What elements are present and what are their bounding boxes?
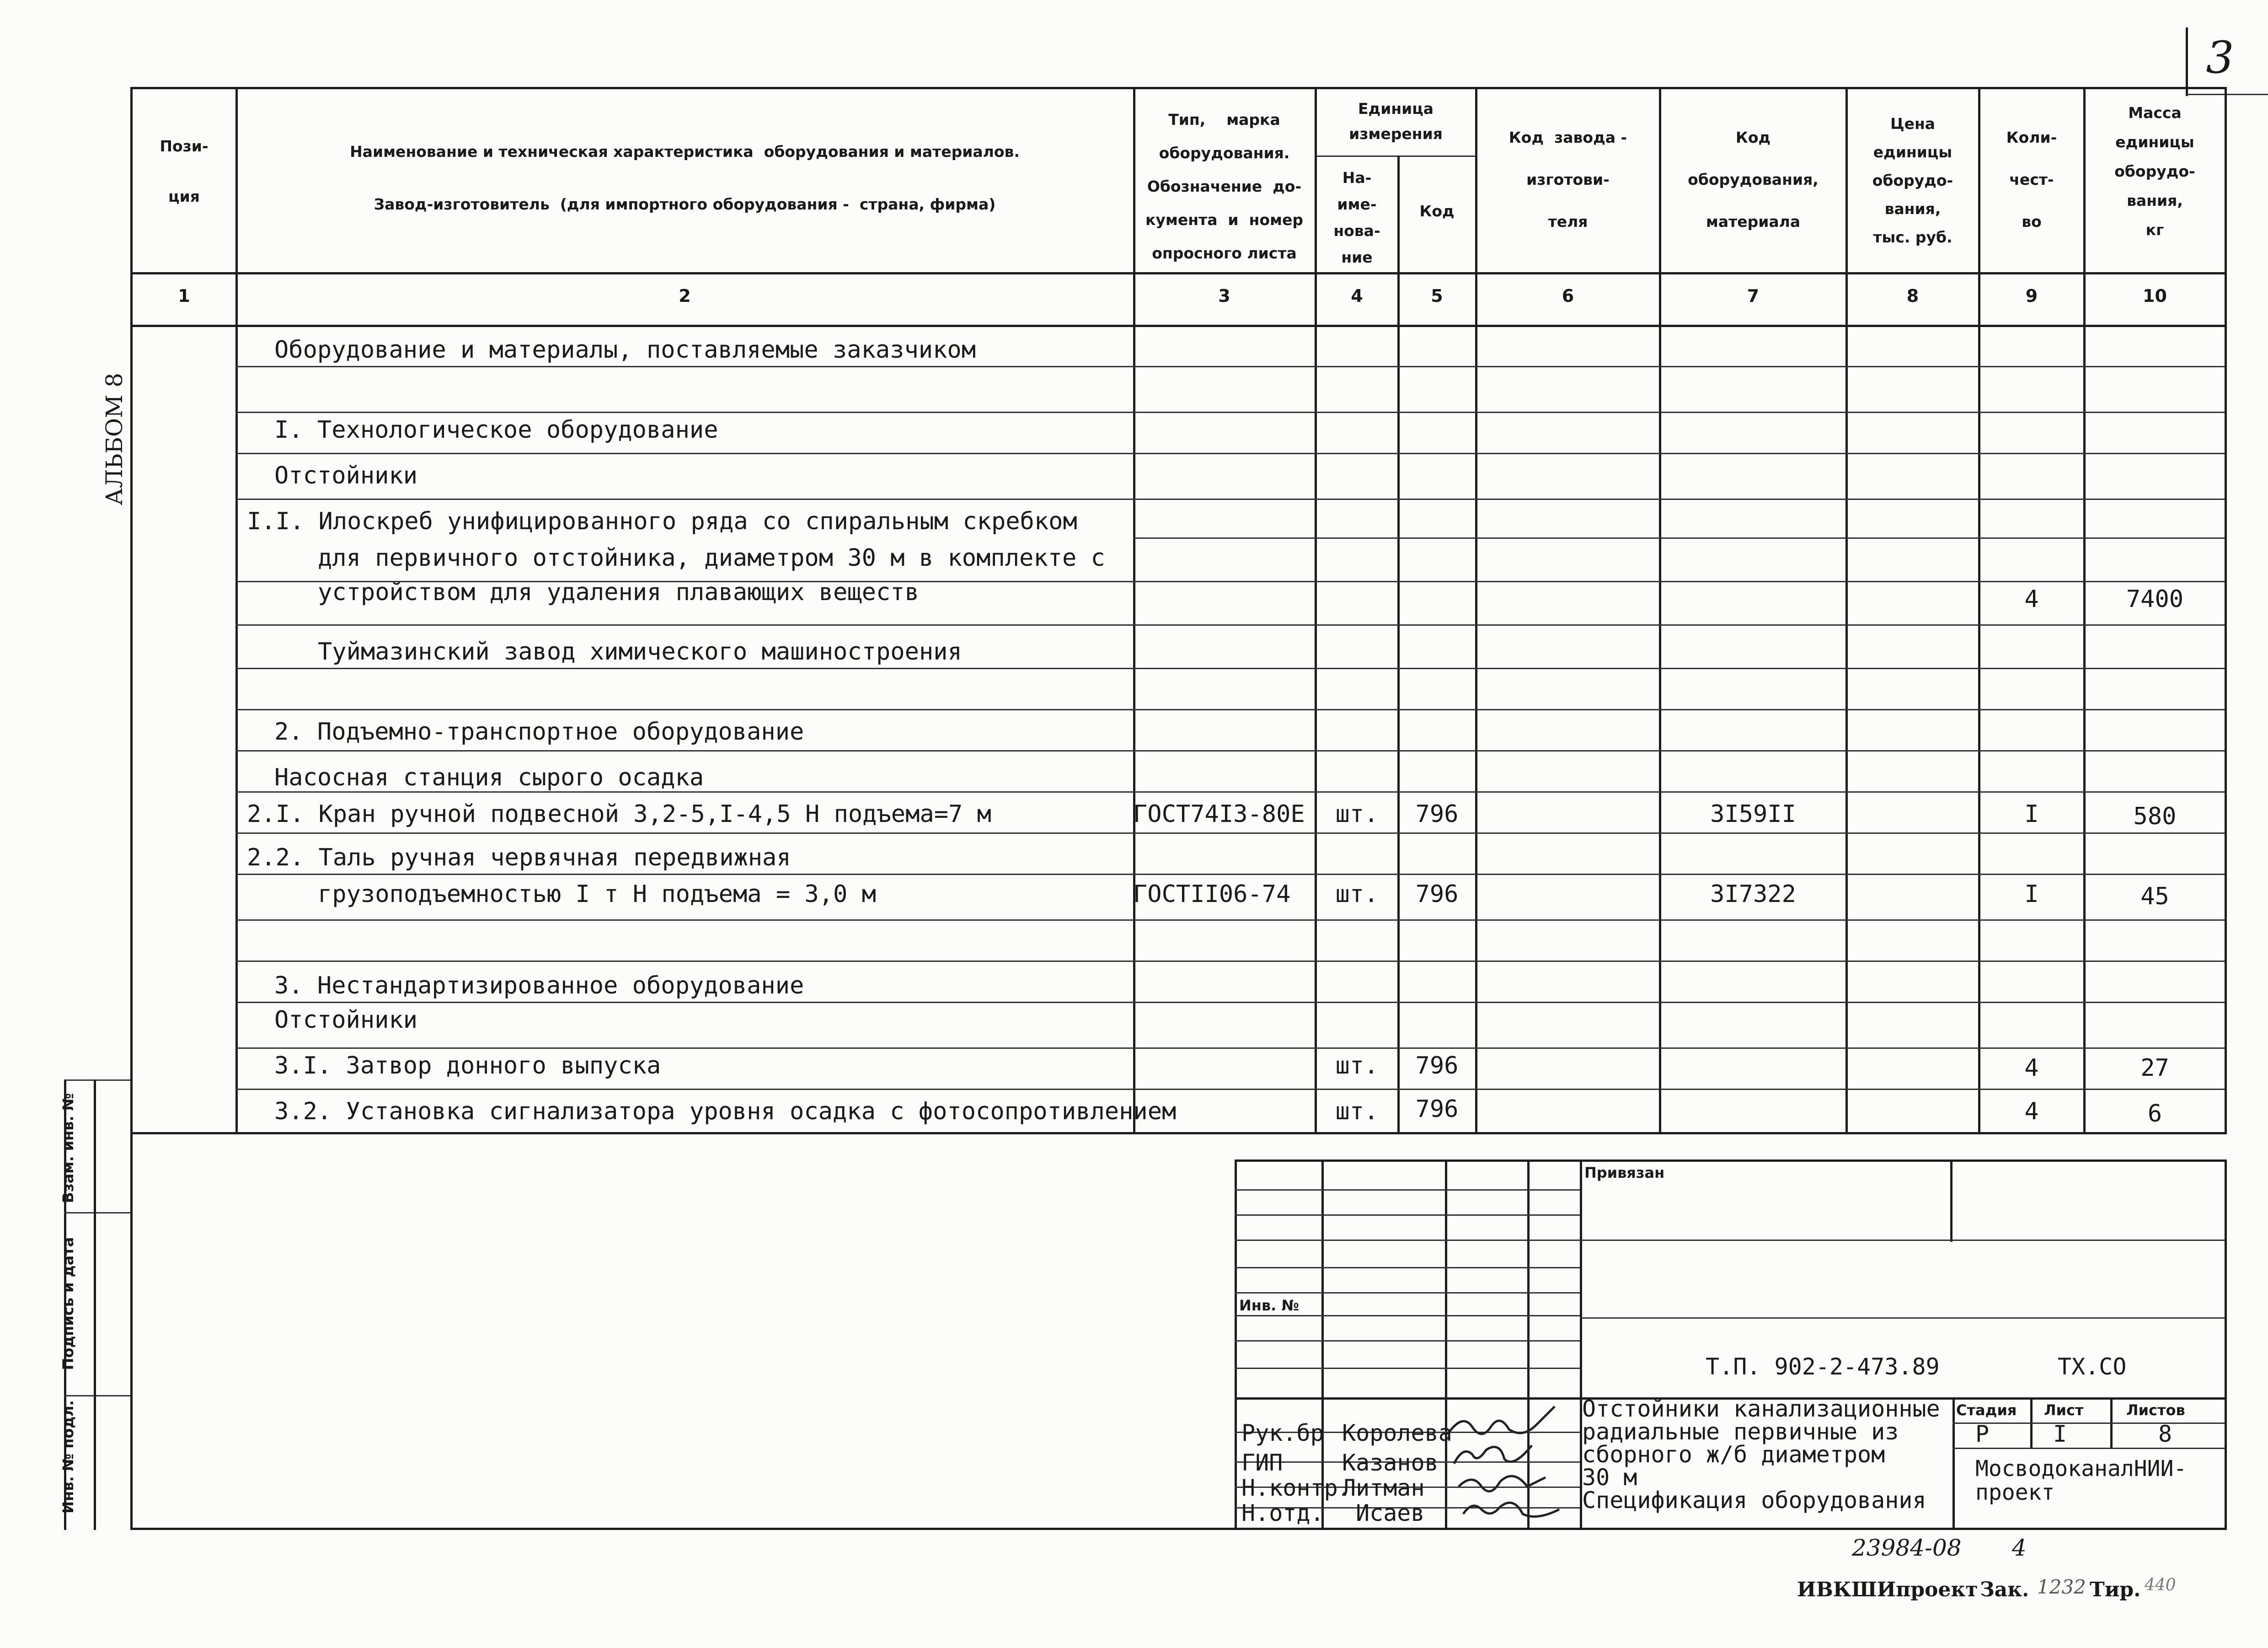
- table-row-name: 2. Подъемно-транспортное оборудование: [274, 718, 804, 746]
- table-row-unit: шт.: [1335, 880, 1379, 908]
- col-number: 5: [1431, 286, 1443, 306]
- table-row-mass: 7400: [2126, 585, 2184, 613]
- table-row-name: грузоподъемностью I т Н подъема = 3,0 м: [318, 880, 876, 908]
- table-row-unit: шт.: [1335, 800, 1379, 828]
- copies-label: Тир.: [2090, 1578, 2141, 1601]
- table-row-qty: 4: [2024, 1098, 2039, 1125]
- table-row-mass: 27: [2140, 1054, 2169, 1082]
- privyazan-label: Привязан: [1584, 1164, 1665, 1181]
- handwritten-page: 4: [2012, 1535, 2027, 1561]
- title-line: 30 м: [1582, 1464, 1637, 1491]
- order-label: Зак.: [1980, 1578, 2029, 1601]
- header-type: Тип, марка оборудования. Обозначение до- кумента и номер опросного листа: [1145, 111, 1303, 262]
- table-row-material-code: 3I59II: [1710, 800, 1796, 828]
- album-label: АЛЬБОМ 8: [101, 373, 128, 505]
- table-row-material-code: 3I7322: [1710, 880, 1796, 908]
- order-value: 1232: [2037, 1576, 2086, 1598]
- table-row-unit-code: 796: [1415, 1095, 1459, 1123]
- sheets-value: 8: [2158, 1421, 2172, 1447]
- table-row-name: 3.I. Затвор донного выпуска: [274, 1052, 661, 1079]
- table-row-qty: 4: [2024, 585, 2039, 613]
- side-label-vzam-inv: Взам. инв. №: [59, 1093, 77, 1203]
- header-name-line1: Наименование и техническая характеристика оборудования и материалов.: [350, 143, 1020, 161]
- table-row-name: Оборудование и материалы, поставляемые заказчиком: [274, 336, 976, 364]
- sheets-label: Листов: [2126, 1401, 2185, 1419]
- header-unit-code: Код: [1419, 202, 1455, 220]
- side-label-signature-date: Подпись и дата: [59, 1237, 77, 1370]
- col-number: 4: [1351, 286, 1363, 306]
- signer-role: Н.отд.: [1241, 1500, 1324, 1526]
- signer-role: Н.контр.: [1241, 1475, 1352, 1501]
- header-mass: Масса единицы оборудо- вания, кг: [2114, 104, 2195, 239]
- table-row-name: I. Технологическое оборудование: [274, 416, 718, 444]
- title-line: Спецификация оборудования: [1582, 1487, 1926, 1514]
- table-row-name: 2.I. Кран ручной подвесной 3,2-5,I-4,5 Н подъема=7 м: [247, 800, 991, 828]
- table-row-name: 3.2. Установка сигнализатора уровня осадка с фотосопротивлением: [274, 1098, 1177, 1125]
- table-row-unit-code: 796: [1415, 880, 1459, 908]
- table-row-type: ГОСТII06-74: [1133, 880, 1291, 908]
- header-quantity: Коли- чест- во: [2006, 129, 2057, 231]
- table-row-name: I.I. Илоскреб унифицированного ряда со спиральным скребком: [247, 508, 1077, 535]
- table-row-name: Отстойники: [274, 462, 418, 489]
- printer-name: ИВКШИпроект: [1797, 1578, 1978, 1601]
- sheet-value: I: [2053, 1421, 2067, 1447]
- header-position: Пози- ция: [160, 137, 209, 205]
- signer-name: Королева: [1342, 1420, 1452, 1446]
- signature-scribbles: [1440, 1400, 1582, 1532]
- table-row-name: Отстойники: [274, 1006, 418, 1034]
- doc-code: Т.П. 902-2-473.89: [1706, 1353, 1940, 1380]
- header-name-line2: Завод-изготовитель (для импортного оборудования - страна, фирма): [374, 195, 996, 213]
- col-number: 8: [1906, 286, 1919, 306]
- col-number: 9: [2025, 286, 2038, 306]
- table-row-unit-code: 796: [1415, 1052, 1459, 1079]
- header-price: Цена единицы оборудо- вания, тыс. руб.: [1872, 115, 1953, 246]
- stage-label: Стадия: [1956, 1401, 2017, 1419]
- sheet-label: Лист: [2044, 1401, 2084, 1419]
- table-row-unit-code: 796: [1415, 800, 1459, 828]
- table-row-name: 3. Нестандартизированное оборудование: [274, 972, 804, 999]
- table-row-name: 2.2. Таль ручная червячная передвижная: [247, 844, 791, 871]
- table-row-name: Насосная станция сырого осадка: [274, 764, 704, 791]
- col-number: 10: [2143, 286, 2167, 306]
- title-line: сборного ж/б диаметром: [1582, 1441, 1885, 1468]
- stage-value: Р: [1975, 1421, 1990, 1447]
- header-unit-name: На- име- нова- ние: [1333, 169, 1380, 266]
- header-material-code: Код оборудования, материала: [1688, 129, 1819, 231]
- col-number: 2: [679, 286, 691, 306]
- table-row-qty: 4: [2024, 1054, 2039, 1082]
- signer-role: ГИП: [1241, 1449, 1283, 1476]
- table-row-name: устройством для удаления плавающих веществ: [318, 579, 919, 606]
- page-number: 3: [2206, 32, 2234, 83]
- col-number: 1: [178, 286, 190, 306]
- signer-name: Литман: [1342, 1475, 1425, 1501]
- table-row-qty: I: [2024, 880, 2039, 908]
- organization: МосводоканалНИИ- проект: [1975, 1456, 2187, 1505]
- col-number: 7: [1747, 286, 1760, 306]
- signer-role: Рук.бр: [1241, 1420, 1324, 1446]
- table-row-unit: шт.: [1335, 1052, 1379, 1079]
- inv-no-label: Инв. №: [1239, 1297, 1299, 1314]
- title-line: радиальные первичные из: [1582, 1418, 1899, 1445]
- header-unit: Единица измерения: [1349, 100, 1443, 143]
- header-factory-code: Код завода - изготови- теля: [1508, 129, 1627, 231]
- signer-name: Казанов: [1342, 1449, 1439, 1476]
- table-row-mass: 45: [2140, 883, 2169, 910]
- table-row-type: ГОСТ74I3-80Е: [1133, 800, 1305, 828]
- col-number: 3: [1218, 286, 1230, 306]
- table-row-name: для первичного отстойника, диаметром 30 м в комплекте с: [318, 544, 1105, 572]
- table-row-qty: I: [2024, 800, 2039, 828]
- signer-name: Исаев: [1356, 1500, 1425, 1526]
- table-row-mass: 6: [2147, 1100, 2162, 1127]
- table-row-unit: шт.: [1335, 1098, 1379, 1125]
- handwritten-number: 23984-08: [1852, 1535, 1962, 1561]
- table-row-mass: 580: [2133, 803, 2177, 830]
- sheet-code: ТХ.СО: [2058, 1353, 2127, 1380]
- title-line: Отстойники канализационные: [1582, 1396, 1940, 1422]
- side-label-inv-podl: Инв. № подл.: [59, 1400, 77, 1514]
- table-row-name: Туймазинский завод химического машиностроения: [318, 638, 962, 666]
- copies-value: 440: [2145, 1576, 2176, 1594]
- col-number: 6: [1562, 286, 1574, 306]
